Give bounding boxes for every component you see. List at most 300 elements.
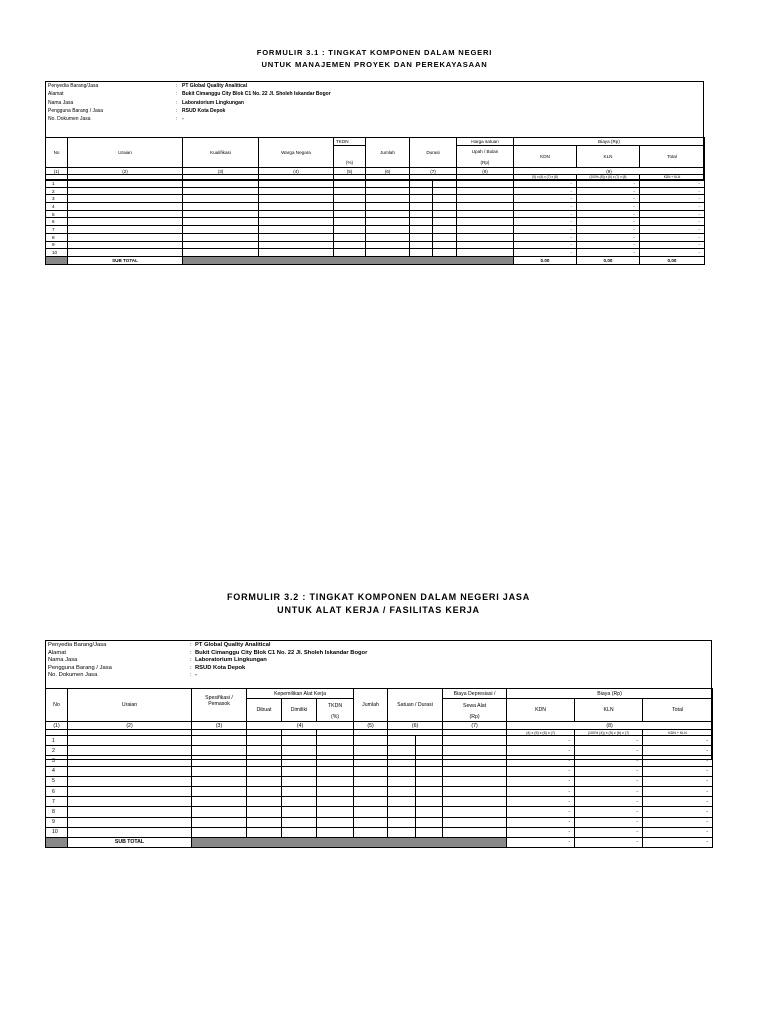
- table-cell[interactable]: [457, 241, 514, 249]
- table-cell[interactable]: [192, 756, 247, 766]
- row-kln-value: -: [575, 786, 643, 796]
- table-cell[interactable]: [433, 218, 457, 226]
- table-cell[interactable]: [282, 807, 317, 817]
- table-cell[interactable]: [183, 226, 259, 234]
- row-kln-value: -: [577, 218, 640, 226]
- row-kdn-value: -: [507, 736, 575, 746]
- row-total-value: -: [643, 766, 713, 776]
- row-total-value: -: [640, 187, 705, 195]
- subtotal-kdn: -: [507, 837, 575, 847]
- row-total-value: -: [643, 736, 713, 746]
- table-cell[interactable]: [282, 786, 317, 796]
- row-kdn-value: -: [507, 786, 575, 796]
- table-cell[interactable]: [68, 817, 192, 827]
- col-number: (7): [443, 722, 507, 730]
- col-number: (3): [192, 722, 247, 730]
- info-label: No. Dokumen Jasa: [48, 116, 91, 123]
- table-cell[interactable]: [433, 226, 457, 234]
- table-cell[interactable]: [317, 797, 354, 807]
- formula-kdn: (4) x (5) x (6) x (7): [507, 730, 575, 736]
- table-cell[interactable]: [247, 827, 282, 837]
- table-cell[interactable]: [68, 195, 183, 203]
- info-value: Bukit Cimanggu City Blok C1 No. 22 Jl. Sholeh Iskandar Bogor: [195, 649, 368, 656]
- col-number: (8): [457, 168, 514, 175]
- row-number: 5: [46, 210, 68, 218]
- row-kln-value: -: [577, 241, 640, 249]
- col-header-jumlah: Jumlah: [354, 689, 388, 722]
- table-cell[interactable]: [433, 187, 457, 195]
- col-header-kepemilikan: Kepemilikan Alat Kerja: [247, 689, 354, 699]
- table-cell[interactable]: [334, 241, 366, 249]
- row-kdn-value: -: [507, 807, 575, 817]
- table-cell[interactable]: [192, 766, 247, 776]
- table-cell[interactable]: [410, 187, 433, 195]
- col-header-tkdn: TKDN: [317, 699, 354, 713]
- form-3-2-info: [46, 642, 711, 680]
- row-kdn-value: -: [507, 746, 575, 756]
- table-cell[interactable]: [354, 807, 388, 817]
- table-cell[interactable]: [354, 776, 388, 786]
- table-cell[interactable]: [334, 233, 366, 241]
- col-header-total: Total: [640, 146, 705, 168]
- row-total-value: -: [640, 195, 705, 203]
- table-cell[interactable]: [247, 746, 282, 756]
- table-cell[interactable]: [366, 233, 410, 241]
- row-number: 2: [46, 187, 68, 195]
- row-total-value: -: [640, 241, 705, 249]
- table-cell[interactable]: [192, 746, 247, 756]
- info-row-nama-jasa: Nama Jasa : Laboratorium Lingkungan: [48, 99, 244, 106]
- table-cell[interactable]: [183, 241, 259, 249]
- table-cell[interactable]: [354, 756, 388, 766]
- col-header-dibuat: Dibuat: [247, 699, 282, 722]
- table-cell[interactable]: [68, 736, 192, 746]
- table-cell[interactable]: [334, 210, 366, 218]
- row-kdn-value: -: [514, 226, 577, 234]
- table-cell[interactable]: [259, 180, 334, 188]
- table-cell[interactable]: [366, 195, 410, 203]
- table-cell[interactable]: [457, 233, 514, 241]
- table-cell[interactable]: [317, 807, 354, 817]
- row-total-value: -: [643, 817, 713, 827]
- table-cell[interactable]: [317, 786, 354, 796]
- col-number: (9): [514, 168, 705, 175]
- info-row-alamat: Alamat : Bukit Cimanggu City Blok C1 No. 22 Jl. Sholeh Iskandar Bogor: [48, 649, 368, 656]
- table-cell[interactable]: [68, 187, 183, 195]
- table-cell[interactable]: [68, 786, 192, 796]
- col-header-total: Total: [643, 699, 713, 722]
- table-cell[interactable]: [443, 776, 507, 786]
- row-kln-value: -: [575, 756, 643, 766]
- subtotal-kln: -: [575, 837, 643, 847]
- table-cell[interactable]: [334, 187, 366, 195]
- table-cell[interactable]: [68, 249, 183, 257]
- table-cell[interactable]: [416, 807, 443, 817]
- row-kdn-value: -: [514, 249, 577, 257]
- table-cell[interactable]: [388, 736, 416, 746]
- row-number: 9: [46, 241, 68, 249]
- col-number: (1): [46, 722, 68, 730]
- subtotal-kdn: 0.00: [514, 256, 577, 264]
- table-cell[interactable]: [334, 226, 366, 234]
- table-cell[interactable]: [366, 187, 410, 195]
- table-cell[interactable]: [410, 195, 433, 203]
- table-cell[interactable]: [192, 797, 247, 807]
- col-header-no: No: [46, 138, 68, 168]
- table-cell[interactable]: [183, 249, 259, 257]
- table-row: [46, 797, 713, 807]
- row-total-value: -: [640, 203, 705, 211]
- form-3-1-table: [45, 137, 705, 265]
- table-cell[interactable]: [416, 797, 443, 807]
- table-cell[interactable]: [317, 736, 354, 746]
- col-header-durasi: Durasi: [410, 138, 457, 168]
- col-number: (2): [68, 168, 183, 175]
- table-cell[interactable]: [416, 827, 443, 837]
- table-row: [46, 203, 705, 211]
- col-header-spesifikasi: Spesifikasi / Pemasok: [192, 689, 247, 713]
- info-label: Penyedia Barang/Jasa: [48, 83, 99, 89]
- row-total-value: -: [643, 807, 713, 817]
- table-cell[interactable]: [183, 210, 259, 218]
- table-cell[interactable]: [192, 817, 247, 827]
- subtotal-kln: 0.00: [577, 256, 640, 264]
- table-cell[interactable]: [416, 817, 443, 827]
- row-number: 5: [46, 776, 68, 786]
- table-cell[interactable]: [433, 233, 457, 241]
- col-header-kln: KLN: [575, 699, 643, 722]
- row-number: 2: [46, 746, 68, 756]
- table-cell[interactable]: [247, 817, 282, 827]
- info-value: Laboratorium Lingkungan: [195, 657, 267, 664]
- table-cell[interactable]: [68, 807, 192, 817]
- row-number: 7: [46, 226, 68, 234]
- table-cell[interactable]: [334, 249, 366, 257]
- row-kln-value: -: [577, 233, 640, 241]
- table-cell[interactable]: [388, 817, 416, 827]
- table-cell[interactable]: [259, 218, 334, 226]
- table-cell[interactable]: [366, 249, 410, 257]
- table-cell[interactable]: [282, 766, 317, 776]
- table-cell[interactable]: [192, 786, 247, 796]
- row-kln-value: -: [577, 203, 640, 211]
- table-cell[interactable]: [183, 180, 259, 188]
- table-cell[interactable]: [366, 210, 410, 218]
- row-total-value: -: [643, 776, 713, 786]
- table-cell[interactable]: [416, 746, 443, 756]
- table-cell[interactable]: [247, 766, 282, 776]
- table-cell[interactable]: [457, 210, 514, 218]
- table-cell[interactable]: [354, 797, 388, 807]
- table-cell[interactable]: [410, 241, 433, 249]
- table-cell[interactable]: [317, 776, 354, 786]
- table-cell[interactable]: [443, 736, 507, 746]
- table-cell[interactable]: [68, 233, 183, 241]
- table-row: [46, 766, 713, 776]
- col-header-kln: KLN: [577, 146, 640, 168]
- table-cell[interactable]: [317, 766, 354, 776]
- table-cell[interactable]: [354, 766, 388, 776]
- table-cell[interactable]: [68, 180, 183, 188]
- table-cell[interactable]: [366, 203, 410, 211]
- row-total-value: -: [640, 226, 705, 234]
- table-cell[interactable]: [68, 203, 183, 211]
- table-cell[interactable]: [366, 241, 410, 249]
- row-total-value: -: [640, 210, 705, 218]
- table-cell[interactable]: [247, 776, 282, 786]
- table-cell[interactable]: [410, 233, 433, 241]
- table-cell[interactable]: [282, 817, 317, 827]
- table-cell[interactable]: [433, 203, 457, 211]
- table-cell[interactable]: [433, 249, 457, 257]
- table-cell[interactable]: [416, 786, 443, 796]
- formula-kln: (100% (4)) x (5) x (6) x (7): [575, 730, 643, 736]
- table-cell[interactable]: [68, 226, 183, 234]
- table-cell[interactable]: [334, 180, 366, 188]
- col-number: (2): [68, 722, 192, 730]
- table-row: [46, 180, 705, 188]
- table-cell[interactable]: [388, 827, 416, 837]
- row-kln-value: -: [577, 180, 640, 188]
- row-kln-value: -: [575, 797, 643, 807]
- table-cell[interactable]: [282, 797, 317, 807]
- col-header-biaya: Biaya (Rp): [514, 138, 705, 146]
- subtotal-total: 0.00: [640, 256, 705, 264]
- table-cell[interactable]: [282, 746, 317, 756]
- row-kln-value: -: [575, 776, 643, 786]
- row-total-value: -: [643, 797, 713, 807]
- table-cell[interactable]: [410, 210, 433, 218]
- info-row-pengguna: Pengguna Barang / Jasa : RSUD Kota Depok: [48, 107, 226, 114]
- table-row: [46, 187, 705, 195]
- table-cell[interactable]: [192, 736, 247, 746]
- table-cell[interactable]: [192, 807, 247, 817]
- info-row-no-dokumen: No. Dokumen Jasa : -: [48, 116, 184, 123]
- table-cell[interactable]: [433, 210, 457, 218]
- table-cell[interactable]: [68, 241, 183, 249]
- table-cell[interactable]: [443, 756, 507, 766]
- info-row-alamat: Alamat : Bukit Cimanggu City Blok C1 No. 22 Jl. Sholeh Iskandar Bogor: [48, 91, 331, 98]
- table-cell[interactable]: [259, 226, 334, 234]
- table-cell[interactable]: [247, 756, 282, 766]
- table-cell[interactable]: [410, 249, 433, 257]
- table-cell[interactable]: [354, 827, 388, 837]
- table-cell[interactable]: [247, 797, 282, 807]
- table-cell[interactable]: [183, 187, 259, 195]
- table-cell[interactable]: [443, 766, 507, 776]
- table-cell[interactable]: [68, 218, 183, 226]
- col-number: (4): [247, 722, 354, 730]
- table-cell[interactable]: [457, 187, 514, 195]
- col-header-warga-negara: Warga Negara: [259, 138, 334, 168]
- table-cell[interactable]: [259, 203, 334, 211]
- table-cell[interactable]: [416, 756, 443, 766]
- row-kln-value: -: [577, 195, 640, 203]
- table-cell[interactable]: [68, 746, 192, 756]
- table-cell[interactable]: [457, 195, 514, 203]
- info-row-penyedia: Penyedia Barang/Jasa : PT Global Quality Analitical: [48, 642, 271, 648]
- row-number: 7: [46, 797, 68, 807]
- table-cell[interactable]: [259, 210, 334, 218]
- table-cell[interactable]: [354, 786, 388, 796]
- table-cell[interactable]: [410, 218, 433, 226]
- row-number: 9: [46, 817, 68, 827]
- row-kdn-value: -: [507, 756, 575, 766]
- table-cell[interactable]: [457, 249, 514, 257]
- table-cell[interactable]: [388, 756, 416, 766]
- table-cell[interactable]: [192, 776, 247, 786]
- table-cell[interactable]: [457, 218, 514, 226]
- row-number: 10: [46, 249, 68, 257]
- table-cell[interactable]: [410, 203, 433, 211]
- info-value: -: [182, 116, 184, 123]
- table-cell[interactable]: [443, 817, 507, 827]
- table-cell[interactable]: [183, 203, 259, 211]
- table-cell[interactable]: [334, 203, 366, 211]
- table-cell[interactable]: [443, 786, 507, 796]
- row-kdn-value: -: [514, 180, 577, 188]
- table-cell[interactable]: [457, 203, 514, 211]
- table-cell[interactable]: [259, 195, 334, 203]
- table-row: [46, 195, 705, 203]
- form-3-1-title-line2: UNTUK MANAJEMEN PROYEK DAN PEREKAYASAAN: [261, 60, 488, 69]
- table-cell[interactable]: [317, 746, 354, 756]
- col-header-uraian: Uraian: [68, 138, 183, 168]
- table-cell[interactable]: [354, 817, 388, 827]
- info-value: RSUD Kota Depok: [182, 107, 226, 114]
- table-cell[interactable]: [354, 736, 388, 746]
- table-cell[interactable]: [247, 807, 282, 817]
- info-label: Pengguna Barang / Jasa: [48, 664, 112, 671]
- table-cell[interactable]: [457, 180, 514, 188]
- info-value: Laboratorium Lingkungan: [182, 99, 244, 106]
- table-row: [46, 226, 705, 234]
- table-cell[interactable]: [443, 797, 507, 807]
- col-number: (4): [259, 168, 334, 175]
- table-cell[interactable]: [416, 766, 443, 776]
- col-number: (5): [354, 722, 388, 730]
- table-cell[interactable]: [410, 226, 433, 234]
- col-number: (3): [183, 168, 259, 175]
- table-cell[interactable]: [183, 218, 259, 226]
- col-header-harga-line3: (Rp): [457, 158, 514, 168]
- table-cell[interactable]: [68, 756, 192, 766]
- table-cell[interactable]: [366, 180, 410, 188]
- table-cell[interactable]: [388, 776, 416, 786]
- info-value: RSUD Kota Depok: [195, 664, 246, 671]
- table-cell[interactable]: [388, 766, 416, 776]
- table-cell[interactable]: [259, 233, 334, 241]
- table-cell[interactable]: [334, 218, 366, 226]
- table-cell[interactable]: [282, 827, 317, 837]
- form-3-1-title-line1: FORMULIR 3.1 : TINGKAT KOMPONEN DALAM NEGERI: [256, 48, 493, 57]
- table-cell[interactable]: [366, 218, 410, 226]
- col-number: (8): [507, 722, 713, 730]
- table-cell[interactable]: [282, 776, 317, 786]
- info-label: Alamat: [48, 649, 67, 656]
- info-value: -: [195, 672, 197, 679]
- col-number: (6): [366, 168, 410, 175]
- col-header-uraian: Uraian: [68, 689, 192, 722]
- table-cell[interactable]: [68, 827, 192, 837]
- formula-kdn: (5) x (6) x (7) x (8): [514, 175, 577, 180]
- row-number: 4: [46, 203, 68, 211]
- table-cell[interactable]: [443, 827, 507, 837]
- row-kdn-value: -: [514, 195, 577, 203]
- col-number: (1): [46, 168, 68, 175]
- table-cell[interactable]: [443, 807, 507, 817]
- info-row-nama-jasa: Nama Jasa : Laboratorium Lingkungan: [48, 657, 267, 664]
- row-number: 1: [46, 736, 68, 746]
- table-cell[interactable]: [416, 736, 443, 746]
- table-cell[interactable]: [68, 210, 183, 218]
- table-cell[interactable]: [317, 827, 354, 837]
- table-cell[interactable]: [68, 797, 192, 807]
- info-label: No. Dokumen Jasa: [48, 672, 98, 679]
- row-kdn-value: -: [514, 218, 577, 226]
- info-row-pengguna: Pengguna Barang / Jasa : RSUD Kota Depok: [48, 664, 246, 671]
- row-kln-value: -: [577, 210, 640, 218]
- table-cell[interactable]: [443, 746, 507, 756]
- form-3-2-title-line1: FORMULIR 3.2 : TINGKAT KOMPONEN DALAM NEGERI JASA: [226, 592, 531, 602]
- table-row: [46, 233, 705, 241]
- table-cell[interactable]: [259, 241, 334, 249]
- info-label: Nama Jasa: [48, 657, 78, 664]
- table-cell[interactable]: [354, 746, 388, 756]
- table-cell[interactable]: [282, 756, 317, 766]
- row-kln-value: -: [577, 187, 640, 195]
- table-cell[interactable]: [183, 195, 259, 203]
- table-cell[interactable]: [388, 786, 416, 796]
- table-cell[interactable]: [68, 776, 192, 786]
- table-cell[interactable]: [247, 736, 282, 746]
- table-cell[interactable]: [433, 195, 457, 203]
- col-header-biaya-dep-line3: (Rp): [443, 713, 507, 722]
- table-cell[interactable]: [334, 195, 366, 203]
- table-cell[interactable]: [192, 827, 247, 837]
- table-cell[interactable]: [388, 807, 416, 817]
- col-number: (6): [388, 722, 443, 730]
- row-total-value: -: [640, 233, 705, 241]
- table-cell[interactable]: [433, 180, 457, 188]
- table-row: [46, 736, 713, 746]
- table-row: [46, 756, 713, 766]
- table-cell[interactable]: [416, 776, 443, 786]
- table-cell[interactable]: [388, 797, 416, 807]
- info-value: Bukit Cimanggu City Blok C1 No. 22 Jl. Sholeh Iskandar Bogor: [182, 91, 331, 98]
- table-cell[interactable]: [366, 226, 410, 234]
- table-cell[interactable]: [183, 233, 259, 241]
- table-cell[interactable]: [457, 226, 514, 234]
- table-cell[interactable]: [317, 817, 354, 827]
- table-row: [46, 241, 705, 249]
- info-label: Alamat: [48, 91, 64, 98]
- table-cell[interactable]: [247, 786, 282, 796]
- table-cell[interactable]: [282, 736, 317, 746]
- table-cell[interactable]: [259, 187, 334, 195]
- table-cell[interactable]: [388, 746, 416, 756]
- col-header-kualifikasi: Kualifikasi: [183, 138, 259, 168]
- table-cell[interactable]: [317, 756, 354, 766]
- table-cell[interactable]: [410, 180, 433, 188]
- row-kdn-value: -: [514, 187, 577, 195]
- table-cell[interactable]: [433, 241, 457, 249]
- formula-kln: (100%-(5)) x (6) x (7) x (8): [577, 175, 640, 180]
- table-cell[interactable]: [68, 766, 192, 776]
- col-header-dimiliki: Dimiliki: [282, 699, 317, 722]
- row-number: 3: [46, 756, 68, 766]
- table-cell[interactable]: [259, 249, 334, 257]
